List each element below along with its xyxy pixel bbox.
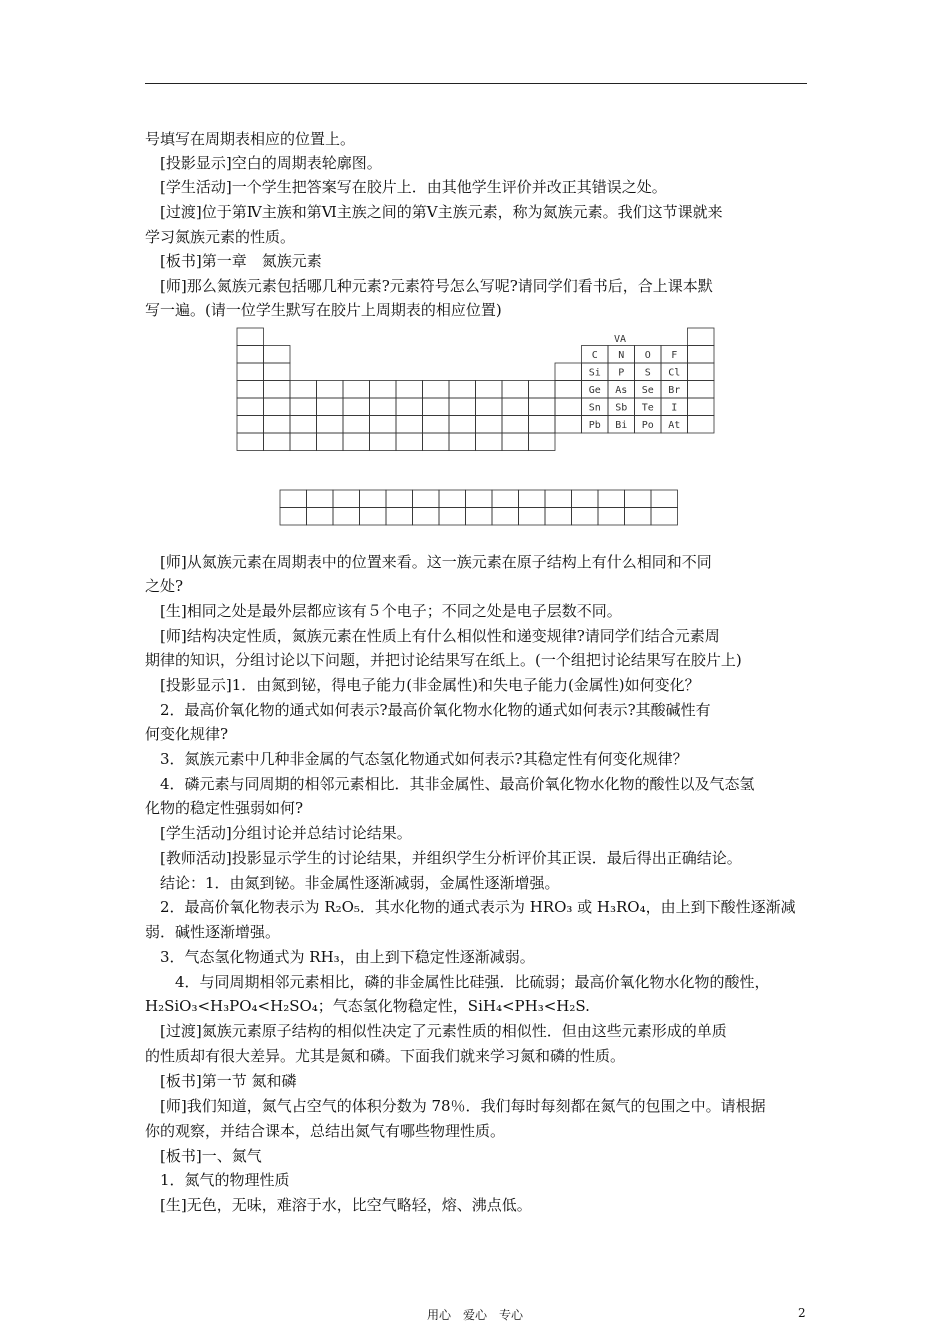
group-label-va: VA [614,334,627,345]
table-cell [439,508,466,526]
element-symbol: Br [668,385,681,396]
footer-slogan: 用心 爱心 专心 [426,1308,523,1322]
table-cell [688,328,715,346]
table-cell [264,433,291,451]
element-symbol: Te [641,402,654,414]
table-cell [466,508,493,526]
table-cell [290,381,317,399]
text-line: 化物的稳定性强弱如何? [145,799,304,817]
element-symbol: Si [588,367,601,379]
table-cell [449,433,476,451]
text-line: [师]从氮族元素在周期表中的位置来看。这一族元素在原子结构上有什么相同和不同 [160,553,712,571]
table-cell [333,490,360,508]
table-cell [280,508,307,526]
table-cell [386,490,413,508]
element-symbol: Sb [615,402,628,414]
text-line: [教师活动]投影显示学生的讨论结果，并组织学生分析评价其正误．最后得出正确结论。 [160,849,742,867]
table-cell [555,381,582,399]
table-cell [449,381,476,399]
table-cell [502,433,529,451]
table-cell [529,416,556,434]
table-cell [598,508,625,526]
text-line: H₂SiO₃<H₃PO₄<H₂SO₄；气态氢化物稳定性，SiH₄<PH₃<H₂S. [145,997,590,1015]
text-line: 你的观察，并结合课本，总结出氮气有哪些物理性质。 [145,1122,506,1140]
table-cell [555,363,582,381]
table-cell [264,346,291,364]
table-cell [360,508,387,526]
table-cell [370,433,397,451]
table-cell [237,346,264,364]
table-cell [688,416,715,434]
table-cell [237,363,264,381]
table-cell [555,398,582,416]
text-line: [师]我们知道，氮气占空气的体积分数为 78％．我们每时每刻都在氮气的包围之中。请根据 [160,1097,766,1115]
table-cell [476,398,503,416]
element-symbol: Se [641,385,654,396]
table-cell [449,416,476,434]
text-line: 弱．碱性逐渐增强。 [145,923,281,941]
table-cell [502,381,529,399]
table-cell [423,416,450,434]
text-line: [板书]第一节 氮和磷 [160,1072,297,1090]
table-cell [290,416,317,434]
table-cell [280,490,307,508]
text-line: 4．磷元素与同周期的相邻元素相比．其非金属性、最高价氧化物水化物的酸性以及气态氢 [160,775,755,793]
table-cell [290,398,317,416]
table-cell [476,433,503,451]
table-cell [688,381,715,399]
table-cell [423,433,450,451]
table-cell [688,398,715,416]
table-cell [423,381,450,399]
text-line: [投影显示]空白的周期表轮廓图。 [160,154,382,172]
table-cell [529,381,556,399]
table-cell [307,508,334,526]
table-cell [396,381,423,399]
table-cell [572,490,599,508]
table-cell [396,398,423,416]
table-cell [423,398,450,416]
table-cell [466,490,493,508]
table-cell [343,433,370,451]
table-cell [237,398,264,416]
table-cell [519,508,546,526]
table-cell [343,416,370,434]
element-symbol: Sn [588,402,601,414]
text-line: 号填写在周期表相应的位置上。 [145,130,356,148]
text-line: 3．气态氢化物通式为 RH₃，由上到下稳定性逐渐减弱。 [160,948,535,966]
text-line: 的性质却有很大差异。尤其是氮和磷。下面我们就来学习氮和磷的性质。 [145,1047,626,1065]
table-cell [651,490,678,508]
text-line: 结论：1．由氮到铋。非金属性逐渐减弱，金属性逐渐增强。 [160,874,560,892]
table-cell [370,398,397,416]
text-line: [学生活动]一个学生把答案写在胶片上．由其他学生评价并改正其错误之处。 [160,178,667,196]
table-cell [476,381,503,399]
text-line: [师]结构决定性质，氮族元素在性质上有什么相似性和递变规律?请同学们结合元素周 [160,627,720,645]
element-symbol: S [644,367,651,379]
text-line: 期律的知识，分组讨论以下问题，并把讨论结果写在纸上。(一个组把讨论结果写在胶片上) [145,651,742,669]
table-cell [307,490,334,508]
element-symbol: I [671,402,678,414]
table-cell [519,490,546,508]
text-line: 何变化规律? [145,725,229,743]
text-line: 3．氮族元素中几种非金属的气态氢化物通式如何表示?其稳定性有何变化规律？ [160,750,688,768]
table-cell [237,433,264,451]
text-line: [师]那么氮族元素包括哪几种元素?元素符号怎么写呢?请同学们看书后，合上课本默 [160,277,713,295]
table-cell [492,490,519,508]
element-symbol: F [671,350,678,361]
text-line: [过渡]位于第Ⅳ主族和第Ⅵ主族之间的第Ⅴ主族元素，称为氮族元素。我们这节课就来 [160,203,723,221]
table-cell [529,433,556,451]
table-cell [317,416,344,434]
table-cell [572,508,599,526]
table-cell [237,381,264,399]
table-cell [333,508,360,526]
text-line: [投影显示]1．由氮到铋，得电子能力(非金属性)和失电子能力(金属性)如何变化？ [160,676,700,694]
table-cell [386,508,413,526]
table-cell [264,416,291,434]
table-cell [555,416,582,434]
text-line: 学习氮族元素的性质。 [145,228,296,246]
text-line: [板书]第一章 氮族元素 [160,252,322,270]
table-cell [396,433,423,451]
table-cell [264,398,291,416]
table-cell [449,398,476,416]
table-cell [237,416,264,434]
element-symbol: O [644,350,651,361]
table-cell [264,381,291,399]
table-cell [688,346,715,364]
table-cell [439,490,466,508]
table-cell [370,416,397,434]
element-symbol: C [591,350,598,361]
text-line: 之处? [145,577,184,595]
element-symbol: Bi [615,420,628,431]
table-cell [317,381,344,399]
table-cell [370,381,397,399]
element-symbol: At [668,420,681,431]
text-line: [过渡]氮族元素原子结构的相似性决定了元素性质的相似性．但由这些元素形成的单质 [160,1022,727,1040]
table-cell [264,363,291,381]
periodic-table-outline [0,0,950,540]
table-cell [476,416,503,434]
text-line: 2．最高价氧化物的通式如何表示?最高价氧化物水化物的通式如何表示?其酸碱性有 [160,701,711,719]
table-cell [343,398,370,416]
element-symbol: Po [641,420,654,431]
table-cell [317,398,344,416]
table-cell [625,490,652,508]
element-symbol: Pb [588,420,601,431]
text-line: [生]无色，无味，难溶于水，比空气略轻，熔、沸点低。 [160,1196,532,1214]
table-cell [625,508,652,526]
table-cell [396,416,423,434]
table-cell [317,433,344,451]
text-line: [学生活动]分组讨论并总结讨论结果。 [160,824,412,842]
text-line: [板书]一、氮气 [160,1147,262,1165]
text-line: 1．氮气的物理性质 [160,1171,290,1189]
table-cell [545,508,572,526]
table-cell [413,490,440,508]
table-cell [360,490,387,508]
table-cell [688,363,715,381]
element-symbol: N [618,350,625,361]
table-cell [651,508,678,526]
table-cell [529,398,556,416]
page-number: 2 [798,1306,806,1320]
text-line: 2．最高价氧化物表示为 R₂O₅．其水化物的通式表示为 HRO₃ 或 H₃RO₄，由上到下酸性逐渐减 [160,898,796,916]
table-cell [343,381,370,399]
element-symbol: P [618,367,625,379]
table-cell [545,490,572,508]
element-symbol: As [615,385,628,396]
table-cell [413,508,440,526]
element-symbol: Ge [588,385,601,396]
table-cell [290,433,317,451]
text-line: 4．与同周期相邻元素相比，磷的非金属性比硅强．比硫弱；最高价氧化物水化物的酸性， [175,973,770,991]
table-cell [598,490,625,508]
table-cell [492,508,519,526]
table-cell [502,398,529,416]
text-line: [生]相同之处是最外层都应该有５个电子；不同之处是电子层数不同。 [160,602,622,620]
table-cell [502,416,529,434]
table-cell [237,328,264,346]
text-line: 写一遍。(请一位学生默写在胶片上周期表的相应位置) [145,301,502,319]
element-symbol: Cl [668,367,681,379]
